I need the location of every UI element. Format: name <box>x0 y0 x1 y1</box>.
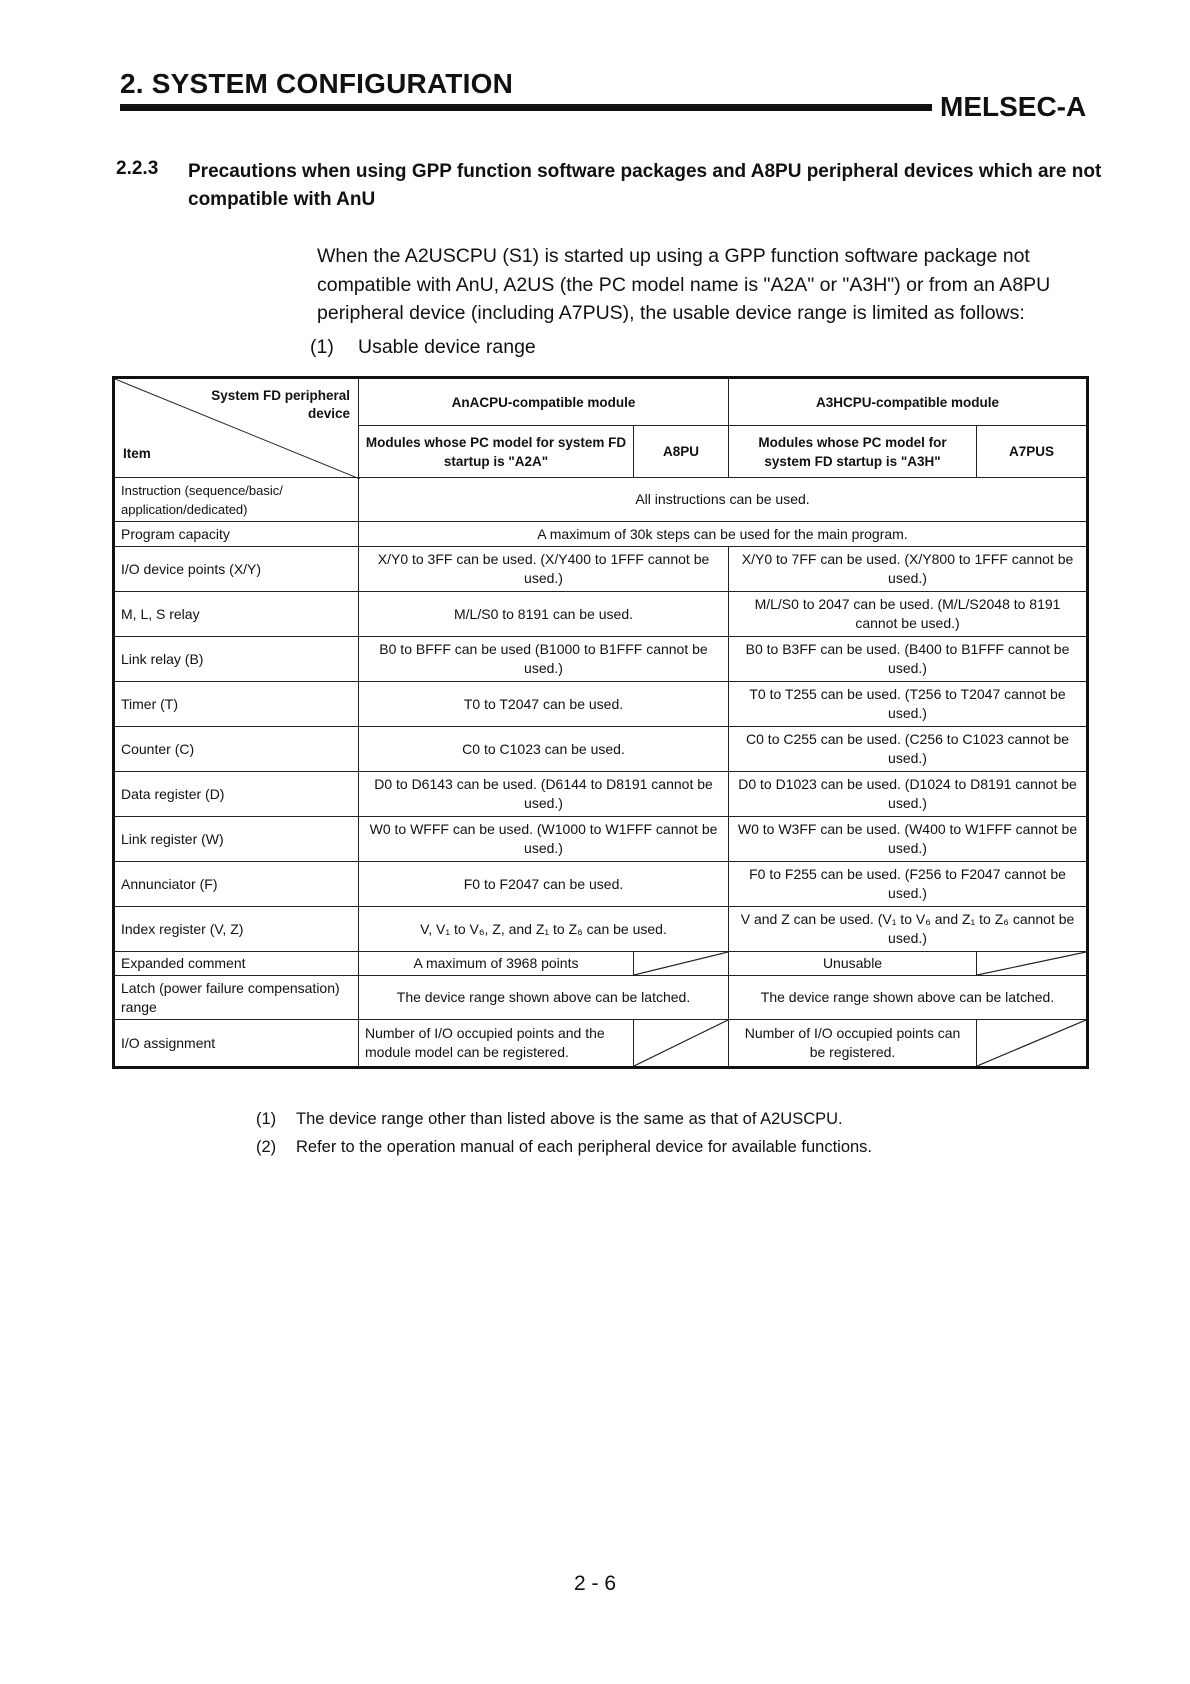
device-range-table <box>112 376 1089 1069</box>
table-row <box>114 862 1088 907</box>
row-value-all: All instructions can be used. <box>359 478 1088 522</box>
corner-bottom-label: Item <box>123 446 151 461</box>
table-row <box>114 772 1088 817</box>
row-value-anacpu: C0 to C1023 can be used. <box>359 727 729 772</box>
row-value-a3hcpu: D0 to D1023 can be used. (D1024 to D8191 cannot be used.) <box>729 772 1088 817</box>
row-item: Link relay (B) <box>114 637 359 682</box>
table-row <box>114 592 1088 637</box>
table-row <box>114 907 1088 952</box>
note-item <box>256 1105 872 1133</box>
table-row <box>114 682 1088 727</box>
row-value-a3hcpu: Number of I/O occupied points can be registered. <box>729 1020 977 1068</box>
row-value-a3hcpu: F0 to F255 can be used. (F256 to F2047 cannot be used.) <box>729 862 1088 907</box>
row-item: Expanded comment <box>114 952 359 976</box>
row-value-anacpu: B0 to BFFF can be used (B1000 to B1FFF cannot be used.) <box>359 637 729 682</box>
note-text: The device range other than listed above is the same as that of A2USCPU. <box>296 1110 843 1128</box>
row-item: Counter (C) <box>114 727 359 772</box>
table-row <box>114 522 1088 547</box>
section-number: 2.2.3 <box>116 158 159 179</box>
row-value-anacpu: A maximum of 3968 points <box>359 952 634 976</box>
row-item: Data register (D) <box>114 772 359 817</box>
row-item: Index register (V, Z) <box>114 907 359 952</box>
row-item: Instruction (sequence/basic/ application/dedicated) <box>114 478 359 522</box>
row-value-a3hcpu: B0 to B3FF can be used. (B400 to B1FFF cannot be used.) <box>729 637 1088 682</box>
row-value-a3hcpu: T0 to T255 can be used. (T256 to T2047 cannot be used.) <box>729 682 1088 727</box>
not-applicable-cell <box>634 952 729 976</box>
note-number: (1) <box>256 1110 277 1128</box>
row-value-anacpu: F0 to F2047 can be used. <box>359 862 729 907</box>
chapter-title: 2. SYSTEM CONFIGURATION <box>120 68 513 99</box>
table-row <box>114 952 1088 976</box>
intro-paragraph: When the A2USCPU (S1) is started up using a GPP function software package not compatible with AnU, A2US (the PC model name is "A2A" or "A3H") or from an A8PU peripheral device (including A7PUS), the usable device range is limited as follows: <box>317 245 1051 324</box>
row-value-a3hcpu: V and Z can be used. (V₁ to V₆ and Z₁ to Z₆ cannot be used.) <box>729 907 1088 952</box>
note-number: (2) <box>256 1138 277 1156</box>
header-rule <box>120 104 932 111</box>
table-row <box>114 817 1088 862</box>
slash-line <box>977 1020 1086 1066</box>
row-value-anacpu: W0 to WFFF can be used. (W1000 to W1FFF cannot be used.) <box>359 817 729 862</box>
row-item: M, L, S relay <box>114 592 359 637</box>
row-item: I/O device points (X/Y) <box>114 547 359 592</box>
page-number: 2 - 6 <box>573 1572 617 1595</box>
not-applicable-cell <box>977 1020 1088 1068</box>
row-value-anacpu: D0 to D6143 can be used. (D6144 to D8191 cannot be used.) <box>359 772 729 817</box>
subheading <box>310 336 536 359</box>
table-row <box>114 1020 1088 1068</box>
group-header-anacpu: AnACPU-compatible module <box>359 378 729 426</box>
row-value-anacpu: V, V₁ to V₆, Z, and Z₁ to Z₆ can be used. <box>359 907 729 952</box>
note-text: Refer to the operation manual of each peripheral device for available functions. <box>296 1138 873 1156</box>
row-item: Annunciator (F) <box>114 862 359 907</box>
table-row <box>114 976 1088 1020</box>
col-header-a2a: Modules whose PC model for system FD startup is "A2A" <box>359 426 634 478</box>
corner-top-label: System FD peripheral device <box>211 388 350 421</box>
row-value-anacpu: M/L/S0 to 8191 can be used. <box>359 592 729 637</box>
row-item: Latch (power failure compensation) range <box>114 976 359 1020</box>
col-header-a8pu: A8PU <box>634 426 729 478</box>
row-value-anacpu: The device range shown above can be latched. <box>359 976 729 1020</box>
group-header-a3hcpu: A3HCPU-compatible module <box>729 378 1088 426</box>
row-value-a3hcpu: The device range shown above can be latched. <box>729 976 1088 1020</box>
row-value-a3hcpu: X/Y0 to 7FF can be used. (X/Y800 to 1FFF cannot be used.) <box>729 547 1088 592</box>
subheading-text: Usable device range <box>358 336 536 358</box>
row-item: I/O assignment <box>114 1020 359 1068</box>
note-item <box>256 1133 872 1161</box>
slash-line <box>634 952 728 975</box>
col-header-a3h: Modules whose PC model for system FD startup is "A3H" <box>729 426 977 478</box>
row-value-anacpu: T0 to T2047 can be used. <box>359 682 729 727</box>
row-item: Timer (T) <box>114 682 359 727</box>
row-value-anacpu: Number of I/O occupied points and the module model can be registered. <box>359 1020 634 1068</box>
row-value-all: A maximum of 30k steps can be used for the main program. <box>359 522 1088 547</box>
slash-line <box>977 952 1086 975</box>
not-applicable-cell <box>977 952 1088 976</box>
row-value-a3hcpu: W0 to W3FF can be used. (W400 to W1FFF cannot be used.) <box>729 817 1088 862</box>
table-row <box>114 637 1088 682</box>
row-value-a3hcpu: C0 to C255 can be used. (C256 to C1023 cannot be used.) <box>729 727 1088 772</box>
row-item: Program capacity <box>114 522 359 547</box>
slash-line <box>634 1020 728 1066</box>
subheading-number: (1) <box>310 336 334 358</box>
not-applicable-cell <box>634 1020 729 1068</box>
table-row <box>114 478 1088 522</box>
notes-list <box>256 1105 872 1161</box>
table-row <box>114 547 1088 592</box>
row-value-a3hcpu: M/L/S0 to 2047 can be used. (M/L/S2048 to 8191 cannot be used.) <box>729 592 1088 637</box>
row-value-a3hcpu: Unusable <box>729 952 977 976</box>
row-value-anacpu: X/Y0 to 3FF can be used. (X/Y400 to 1FFF cannot be used.) <box>359 547 729 592</box>
table-corner-header <box>114 378 359 478</box>
section-title: Precautions when using GPP function software packages and A8PU peripheral devices which are not compatible with AnU <box>188 161 1102 210</box>
row-item: Link register (W) <box>114 817 359 862</box>
col-header-a7pus: A7PUS <box>977 426 1088 478</box>
brand-label: MELSEC-A <box>940 91 1087 122</box>
table-row <box>114 727 1088 772</box>
